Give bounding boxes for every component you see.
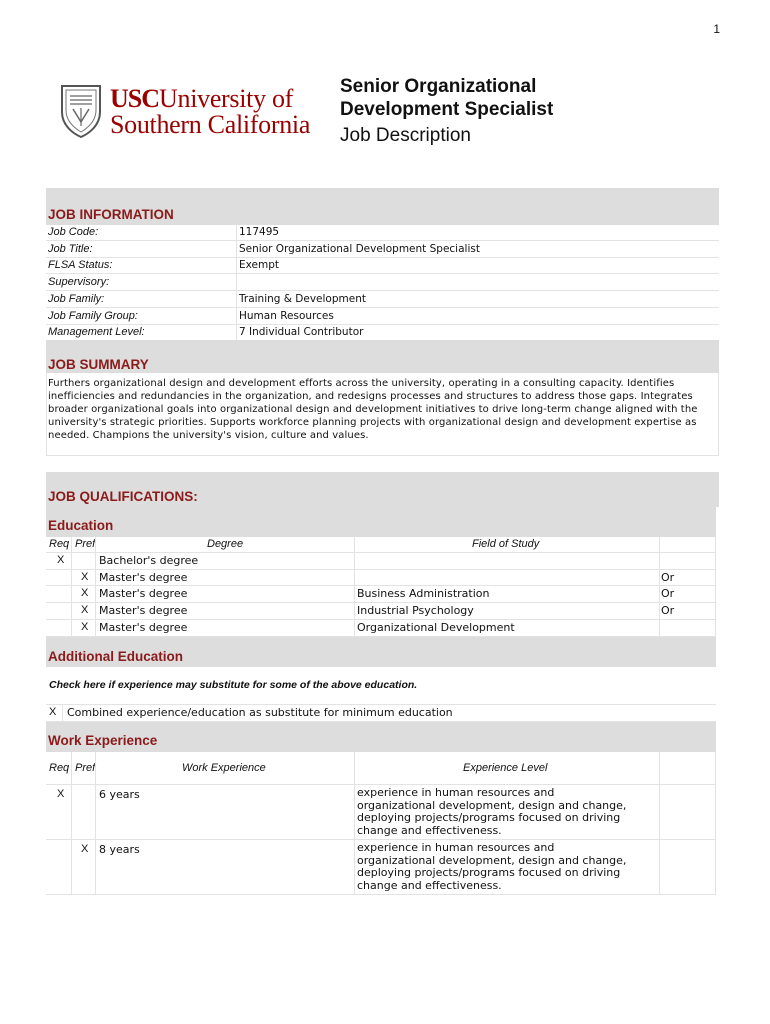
info-label: Job Family Group: [48, 309, 138, 322]
work-header-pref: Pref [75, 762, 96, 774]
info-value: Training & Development [239, 292, 366, 305]
title-line-2: Development Specialist [340, 99, 554, 120]
work-grid-line [95, 752, 96, 894]
usc-logo [58, 82, 328, 142]
info-label: Job Title: [48, 242, 93, 255]
info-row [46, 324, 719, 341]
substitute-checkbox-mark: X [49, 706, 57, 718]
education-header-degree: Degree [207, 538, 244, 550]
work-grid-line [659, 752, 660, 894]
info-label: FLSA Status: [48, 259, 113, 272]
education-pref-mark: X [81, 620, 89, 633]
info-row [46, 224, 719, 241]
info-label: Job Code: [48, 226, 99, 238]
education-band [46, 507, 716, 537]
education-row-line [46, 585, 716, 586]
education-degree: Master's degree [99, 620, 188, 634]
education-header-field: Field of Study [472, 538, 540, 550]
education-degree: Bachelor's degree [99, 554, 199, 567]
info-cell-value [236, 274, 719, 291]
info-row [46, 257, 719, 274]
info-label: Management Level: [48, 326, 145, 339]
education-pref-mark: X [81, 604, 89, 617]
substitute-text: Combined experience/education as substitute for minimum education [67, 706, 453, 719]
job-summary-text: Furthers organizational design and development efforts across the university, operating in a consulting capacity. Identifies inefficiencies and redundancies in the organization, and redesigns processes and structures to address those gaps. Integrates broader organizational goals into organizational design and development initiatives to drive long-term change aligned with the university's strategic priorities. Supports workforce planning projects with organizational design and development expertise as needed. Champions the university's vision, culture and values. [48, 378, 698, 441]
page-number: 1 [713, 22, 720, 36]
education-or: Or [661, 587, 675, 601]
info-label: Job Family: [48, 292, 105, 305]
document-title [340, 75, 553, 151]
info-value: Human Resources [239, 309, 334, 322]
title-subtitle: Job Description [340, 125, 471, 146]
info-value: 117495 [239, 226, 280, 238]
logo-line-2: Southern California [110, 110, 311, 139]
education-row-line [46, 602, 716, 603]
work-grid-line [71, 752, 72, 894]
education-degree: Master's degree [99, 604, 188, 618]
education-field: Industrial Psychology [357, 604, 474, 618]
additional-education-note: Check here if experience may substitute for some of the above education. [49, 679, 418, 691]
info-row [46, 274, 719, 291]
info-cell-value [236, 224, 719, 241]
work-grid-line [354, 752, 355, 894]
education-field: Business Administration [357, 587, 490, 601]
education-field: Organizational Development [357, 620, 515, 634]
info-row [46, 291, 719, 308]
additional-education-heading: Additional Education [48, 649, 183, 664]
job-information-heading: JOB INFORMATION [48, 207, 174, 222]
work-years: 6 years [99, 788, 140, 801]
education-row-line [46, 552, 716, 553]
info-row [46, 241, 719, 258]
info-value: Exempt [239, 259, 279, 272]
work-level: experience in human resources and organizational development, design and change, deploying projects/programs focused on driving change and effectiveness. [357, 841, 627, 892]
job-qualifications-heading: JOB QUALIFICATIONS: [48, 489, 198, 504]
work-row-line [46, 784, 716, 785]
work-years: 8 years [99, 843, 140, 856]
info-row [46, 308, 719, 325]
work-row-line [46, 839, 716, 840]
work-level: experience in human resources and organizational development, design and change, deploying projects/programs focused on driving change and effectiveness. [357, 786, 627, 837]
education-req-mark: X [57, 554, 65, 566]
education-header-pref: Pref [75, 538, 96, 550]
education-degree: Master's degree [99, 587, 188, 601]
info-cell-value [236, 257, 719, 274]
education-or: Or [661, 604, 675, 618]
work-row-line [46, 894, 716, 895]
education-degree: Master's degree [99, 570, 188, 584]
education-heading: Education [48, 518, 114, 533]
work-header-req: Req [49, 762, 70, 774]
info-value: 7 Individual Contributor [239, 326, 364, 339]
usc-seal-icon [58, 82, 104, 138]
title-line-1: Senior Organizational [340, 76, 537, 97]
education-pref-mark: X [81, 570, 89, 583]
work-header-experience: Work Experience [182, 762, 266, 774]
education-or: Or [661, 570, 675, 584]
logo-line-1: USCUniversity of [110, 84, 294, 113]
work-req-mark: X [57, 788, 65, 800]
education-row-line [46, 569, 716, 570]
education-row-line [46, 619, 716, 620]
work-header-level: Experience Level [463, 762, 548, 774]
education-pref-mark: X [81, 587, 89, 600]
info-label: Supervisory: [48, 276, 110, 289]
job-summary-heading: JOB SUMMARY [48, 357, 149, 372]
info-value: Senior Organizational Development Specialist [239, 242, 480, 255]
work-pref-mark: X [81, 843, 89, 855]
education-header-req: Req [49, 538, 70, 550]
work-experience-heading: Work Experience [48, 733, 158, 748]
work-grid-line [715, 752, 716, 894]
